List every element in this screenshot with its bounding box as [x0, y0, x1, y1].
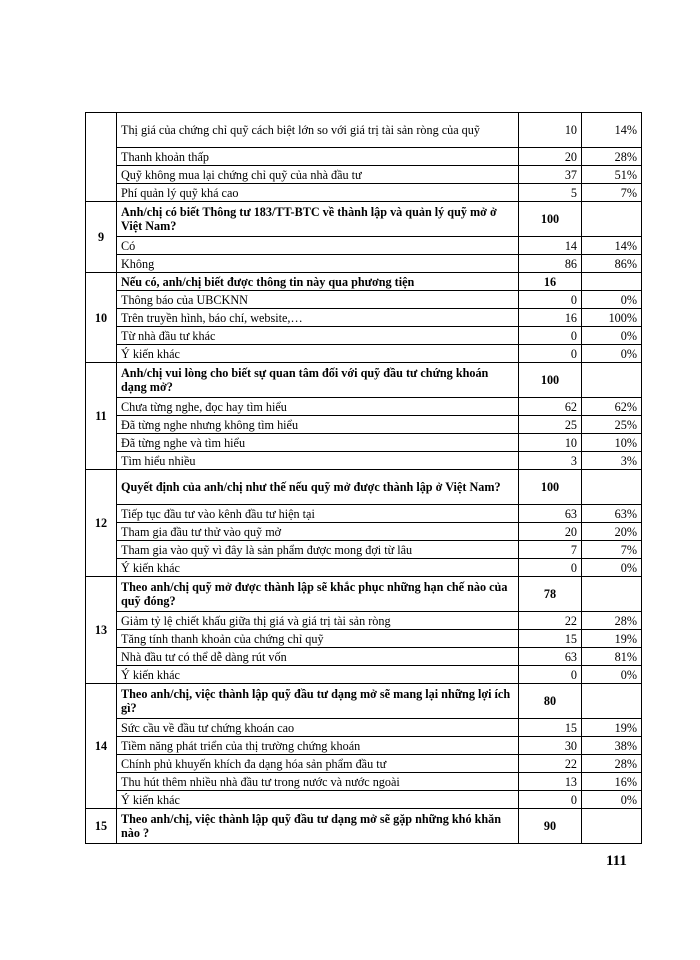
option-row	[86, 666, 642, 684]
option-row	[86, 327, 642, 345]
option-row	[86, 434, 642, 452]
question-count: 100	[519, 470, 582, 505]
option-row	[86, 791, 642, 809]
option-percent: 0%	[582, 345, 642, 363]
option-percent: 16%	[582, 773, 642, 791]
option-row	[86, 416, 642, 434]
option-percent: 62%	[582, 398, 642, 416]
option-text: Không	[117, 255, 519, 273]
option-row	[86, 166, 642, 184]
option-text: Tìm hiểu nhiều	[117, 452, 519, 470]
option-count: 62	[519, 398, 582, 416]
option-count: 13	[519, 773, 582, 791]
option-row	[86, 255, 642, 273]
option-percent: 0%	[582, 327, 642, 345]
option-count: 20	[519, 148, 582, 166]
question-number: 14	[86, 684, 117, 809]
question-row-11	[86, 363, 642, 398]
option-percent: 0%	[582, 791, 642, 809]
question-row-9	[86, 202, 642, 237]
option-count: 63	[519, 505, 582, 523]
option-percent: 81%	[582, 648, 642, 666]
option-percent: 14%	[582, 113, 642, 148]
option-row	[86, 559, 642, 577]
option-count: 7	[519, 541, 582, 559]
option-row	[86, 148, 642, 166]
question-number-cell	[86, 113, 117, 202]
question-text: Theo anh/chị, việc thành lập quỹ đầu tư dạng mở sẽ gặp những khó khăn nào ?	[117, 809, 519, 844]
option-count: 15	[519, 630, 582, 648]
option-percent: 3%	[582, 452, 642, 470]
option-row	[86, 237, 642, 255]
option-count: 0	[519, 791, 582, 809]
question-count: 100	[519, 202, 582, 237]
option-row	[86, 755, 642, 773]
option-count: 10	[519, 434, 582, 452]
option-percent: 63%	[582, 505, 642, 523]
option-text: Tiếp tục đầu tư vào kênh đầu tư hiện tại	[117, 505, 519, 523]
option-text: Ý kiến khác	[117, 791, 519, 809]
option-count: 5	[519, 184, 582, 202]
option-row	[86, 648, 642, 666]
option-percent: 14%	[582, 237, 642, 255]
option-count: 14	[519, 237, 582, 255]
option-text: Ý kiến khác	[117, 666, 519, 684]
question-count: 100	[519, 363, 582, 398]
option-text: Phí quản lý quỹ khá cao	[117, 184, 519, 202]
option-row	[86, 309, 642, 327]
option-row	[86, 345, 642, 363]
option-percent: 28%	[582, 755, 642, 773]
option-count: 0	[519, 345, 582, 363]
option-percent: 0%	[582, 559, 642, 577]
option-text: Thanh khoản thấp	[117, 148, 519, 166]
option-text: Đã từng nghe và tìm hiểu	[117, 434, 519, 452]
option-text: Đã từng nghe nhưng không tìm hiểu	[117, 416, 519, 434]
option-percent: 28%	[582, 148, 642, 166]
option-row	[86, 737, 642, 755]
option-percent: 86%	[582, 255, 642, 273]
option-percent: 25%	[582, 416, 642, 434]
option-count: 0	[519, 666, 582, 684]
option-percent: 19%	[582, 630, 642, 648]
question-text: Nếu có, anh/chị biết được thông tin này qua phương tiện	[117, 273, 519, 291]
option-percent: 0%	[582, 666, 642, 684]
question-text: Theo anh/chị quỹ mở được thành lập sẽ khắc phục những hạn chế nào của quỹ đóng?	[117, 577, 519, 612]
survey-table	[85, 112, 642, 844]
option-text: Tăng tính thanh khoản của chứng chỉ quỹ	[117, 630, 519, 648]
option-text: Có	[117, 237, 519, 255]
option-text: Quỹ không mua lại chứng chỉ quỹ của nhà đầu tư	[117, 166, 519, 184]
option-text: Ý kiến khác	[117, 345, 519, 363]
option-percent: 19%	[582, 719, 642, 737]
option-row	[86, 505, 642, 523]
option-text: Sức cầu về đầu tư chứng khoán cao	[117, 719, 519, 737]
option-text: Thông báo của UBCKNN	[117, 291, 519, 309]
option-count: 63	[519, 648, 582, 666]
option-percent: 10%	[582, 434, 642, 452]
question-row-12	[86, 470, 642, 505]
option-count: 0	[519, 559, 582, 577]
option-count: 30	[519, 737, 582, 755]
option-text: Trên truyền hình, báo chí, website,…	[117, 309, 519, 327]
option-percent: 7%	[582, 184, 642, 202]
option-text: Nhà đầu tư có thể dễ dàng rút vốn	[117, 648, 519, 666]
option-percent: 7%	[582, 541, 642, 559]
option-count: 15	[519, 719, 582, 737]
option-percent: 100%	[582, 309, 642, 327]
option-row	[86, 113, 642, 148]
option-percent: 0%	[582, 291, 642, 309]
option-text: Chưa từng nghe, đọc hay tìm hiểu	[117, 398, 519, 416]
option-percent: 20%	[582, 523, 642, 541]
option-row	[86, 291, 642, 309]
option-row	[86, 184, 642, 202]
option-row	[86, 719, 642, 737]
option-text: Tham gia đầu tư thử vào quỹ mở	[117, 523, 519, 541]
option-row	[86, 541, 642, 559]
question-text: Theo anh/chị, việc thành lập quỹ đầu tư dạng mở sẽ mang lại những lợi ích gì?	[117, 684, 519, 719]
question-row-15	[86, 809, 642, 844]
question-number: 12	[86, 470, 117, 577]
question-text: Anh/chị vui lòng cho biết sự quan tâm đối với quỹ đầu tư chứng khoán dạng mở?	[117, 363, 519, 398]
option-count: 0	[519, 327, 582, 345]
option-row	[86, 630, 642, 648]
option-count: 37	[519, 166, 582, 184]
question-row-13	[86, 577, 642, 612]
option-text: Từ nhà đầu tư khác	[117, 327, 519, 345]
option-row	[86, 523, 642, 541]
option-text: Chính phủ khuyến khích đa dạng hóa sản phẩm đầu tư	[117, 755, 519, 773]
option-row	[86, 612, 642, 630]
question-row-10	[86, 273, 642, 291]
option-text: Giảm tỷ lệ chiết khấu giữa thị giá và giá trị tài sản ròng	[117, 612, 519, 630]
question-count: 80	[519, 684, 582, 719]
question-count: 90	[519, 809, 582, 844]
question-row-14	[86, 684, 642, 719]
option-row	[86, 773, 642, 791]
option-row	[86, 452, 642, 470]
option-text: Ý kiến khác	[117, 559, 519, 577]
option-text: Thu hút thêm nhiều nhà đầu tư trong nước và nước ngoài	[117, 773, 519, 791]
option-text: Thị giá của chứng chỉ quỹ cách biệt lớn so với giá trị tài sản ròng của quỹ	[117, 113, 519, 148]
option-count: 20	[519, 523, 582, 541]
question-number: 11	[86, 363, 117, 470]
question-count: 16	[519, 273, 582, 291]
option-count: 25	[519, 416, 582, 434]
question-text: Anh/chị có biết Thông tư 183/TT-BTC về thành lập và quản lý quỹ mở ở Việt Nam?	[117, 202, 519, 237]
option-count: 16	[519, 309, 582, 327]
option-percent: 51%	[582, 166, 642, 184]
option-count: 3	[519, 452, 582, 470]
option-count: 0	[519, 291, 582, 309]
option-text: Tham gia vào quỹ vì đây là sản phẩm được mong đợi từ lâu	[117, 541, 519, 559]
option-count: 22	[519, 612, 582, 630]
option-percent: 28%	[582, 612, 642, 630]
question-number: 10	[86, 273, 117, 363]
option-count: 86	[519, 255, 582, 273]
option-text: Tiềm năng phát triển của thị trường chứng khoán	[117, 737, 519, 755]
page-number: 111	[606, 853, 627, 869]
question-count: 78	[519, 577, 582, 612]
question-number: 9	[86, 202, 117, 273]
question-text: Quyết định của anh/chị như thế nếu quỹ mở được thành lập ở Việt Nam?	[117, 470, 519, 505]
question-number: 15	[86, 809, 117, 844]
option-count: 22	[519, 755, 582, 773]
option-percent: 38%	[582, 737, 642, 755]
question-number: 13	[86, 577, 117, 684]
option-row	[86, 398, 642, 416]
option-count: 10	[519, 113, 582, 148]
